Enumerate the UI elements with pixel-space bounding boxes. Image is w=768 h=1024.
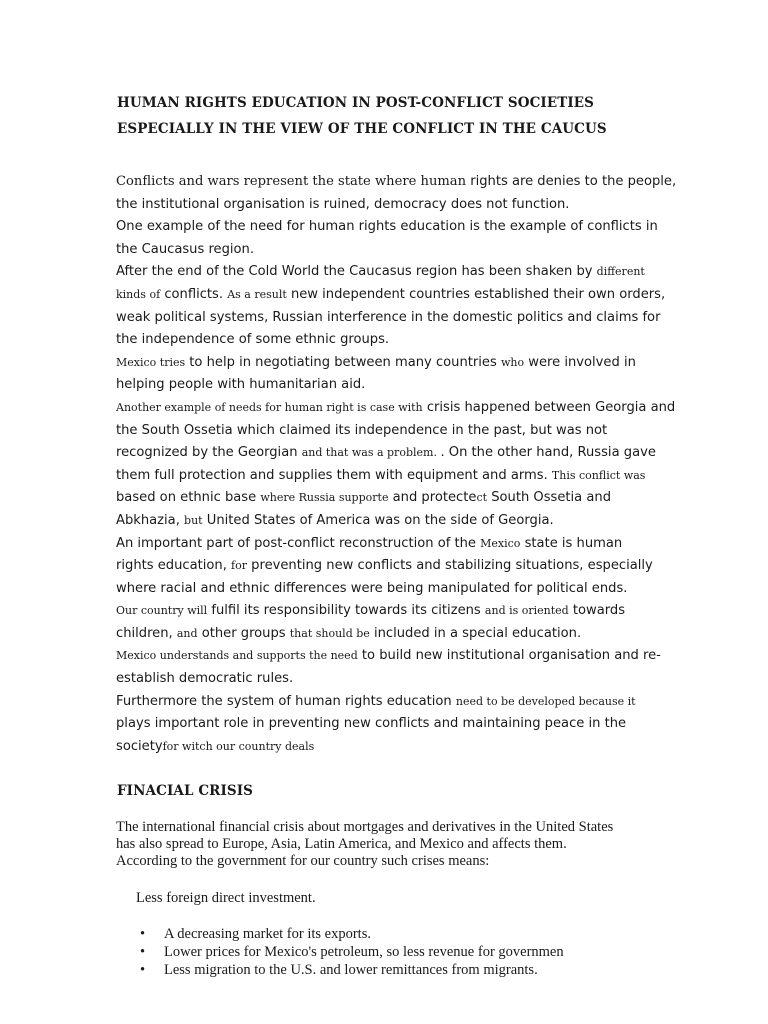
text-run: towards <box>568 603 626 619</box>
text-run: that should be <box>289 626 370 640</box>
text-run: Abkhazia, <box>116 512 185 528</box>
text-run: but <box>184 513 203 527</box>
text-run: United States of America was on the side of Georgia. <box>202 512 554 528</box>
text-run: them full protection and supplies them with equipment and arms. <box>116 467 552 483</box>
text-run: different <box>596 265 645 279</box>
text-run: Mexico <box>480 536 521 550</box>
text-run: who <box>500 355 525 369</box>
text-run: Another example of needs for human right is case with <box>116 400 423 414</box>
title-line-2: ESPECIALLY IN THE VIEW OF THE CONFLICT IN THE CAUCUS <box>117 121 607 137</box>
financial-paragraph <box>116 819 656 870</box>
text-run: to help in negotiating between many countries <box>185 354 501 370</box>
text-run: Our country will <box>116 604 208 618</box>
list-item: • A decreasing market for its exports. <box>140 925 564 943</box>
indented-line: Less foreign direct investment. <box>136 890 316 906</box>
body-line <box>116 736 656 759</box>
text-run: for witch our country deals <box>162 739 315 753</box>
text-run: South Ossetia and <box>487 490 612 506</box>
list-item: • Less migration to the U.S. and lower remittances from migrants. <box>140 961 564 979</box>
body-line <box>116 533 656 556</box>
body-line <box>116 623 656 646</box>
text-run: As a result <box>227 287 287 301</box>
body-line <box>116 510 656 533</box>
body-line: where racial and ethnic differences were being manipulated for political ends. <box>116 580 628 596</box>
text-run: were involved in <box>524 354 636 370</box>
body-paragraph <box>116 171 677 758</box>
text-run: children, <box>116 625 177 641</box>
text-run: ct <box>476 491 488 505</box>
body-line: the institutional organisation is ruined, democracy does not function. <box>116 196 570 212</box>
text-run: An important part of post-conflict reconstruction of the <box>116 535 481 551</box>
body-line <box>116 284 666 307</box>
body-line <box>116 555 656 578</box>
text-run: After the end of the Cold World the Caucasus region has been shaken by <box>116 264 597 280</box>
body-line <box>116 487 656 510</box>
body-line: weak political systems, Russian interference in the domestic politics and claims for <box>116 309 661 325</box>
text-run: society <box>116 738 163 754</box>
text-run: rights education, <box>116 558 232 574</box>
financial-line: The international financial crisis about mortgages and derivatives in the United States <box>116 819 614 835</box>
body-line: plays important role in preventing new conflicts and maintaining peace in the <box>116 716 627 732</box>
text-run: and protecte <box>388 490 477 506</box>
body-line: the South Ossetia which claimed its independence in the past, but was not <box>116 422 608 438</box>
list-item: • Lower prices for Mexico's petroleum, so less revenue for governmen <box>140 943 564 961</box>
body-line <box>116 352 656 375</box>
text-run: preventing new conflicts and stabilizing situations, especially <box>247 558 653 574</box>
text-run: conflicts. <box>160 286 228 302</box>
section-heading-financial-crisis: FINACIAL CRISIS <box>117 783 254 799</box>
text-run: fulfil its responsibility towards its citizens <box>207 603 485 619</box>
body-line: One example of the need for human rights education is the example of conflicts in <box>116 219 658 235</box>
text-run: and <box>176 626 198 640</box>
body-line <box>116 397 676 420</box>
text-run: kinds of <box>116 287 161 301</box>
body-line: the independence of some ethnic groups. <box>116 332 390 348</box>
text-run: Mexico understands and supports the need <box>116 649 358 663</box>
text-run: and is oriented <box>484 604 569 618</box>
text-run: and that was a problem. <box>301 446 441 460</box>
body-line <box>116 691 656 714</box>
financial-line: has also spread to Europe, Asia, Latin America, and Mexico and affects them. <box>116 836 567 852</box>
bullet-list <box>140 925 564 979</box>
text-run: This conflict was <box>551 468 646 482</box>
text-run: Conflicts and wars represent the state where human <box>116 174 467 189</box>
body-line <box>116 261 656 284</box>
title-line-1: HUMAN RIGHTS EDUCATION IN POST-CONFLICT SOCIETIES <box>117 95 595 111</box>
text-run: Furthermore the system of human rights education <box>116 693 456 709</box>
text-run: Mexico tries <box>116 355 186 369</box>
financial-line: According to the government for our country such crises means: <box>116 853 490 869</box>
text-run: . On the other hand, Russia gave <box>440 445 656 461</box>
text-run: need to be developed because it <box>455 694 636 708</box>
body-line <box>116 600 656 623</box>
body-line: establish democratic rules. <box>116 671 294 687</box>
text-run: state is human <box>520 535 623 551</box>
text-run: for <box>231 559 247 573</box>
body-line <box>116 442 656 465</box>
text-run: recognized by the Georgian <box>116 445 302 461</box>
text-run: where Russia supporte <box>260 491 389 505</box>
text-run: other groups <box>197 625 290 641</box>
text-run: crisis happened between Georgia and <box>422 399 676 415</box>
body-line <box>116 465 656 488</box>
body-line: the Caucasus region. <box>116 241 255 257</box>
body-line: helping people with humanitarian aid. <box>116 377 366 393</box>
text-run: to build new institutional organisation and re- <box>357 648 661 664</box>
text-run: new independent countries established their own orders, <box>286 286 666 302</box>
body-line <box>116 171 677 194</box>
text-run: rights are denies to the people, <box>466 174 677 189</box>
text-run: included in a special education. <box>369 625 582 641</box>
body-line <box>116 645 661 668</box>
text-run: based on ethnic base <box>116 490 261 506</box>
